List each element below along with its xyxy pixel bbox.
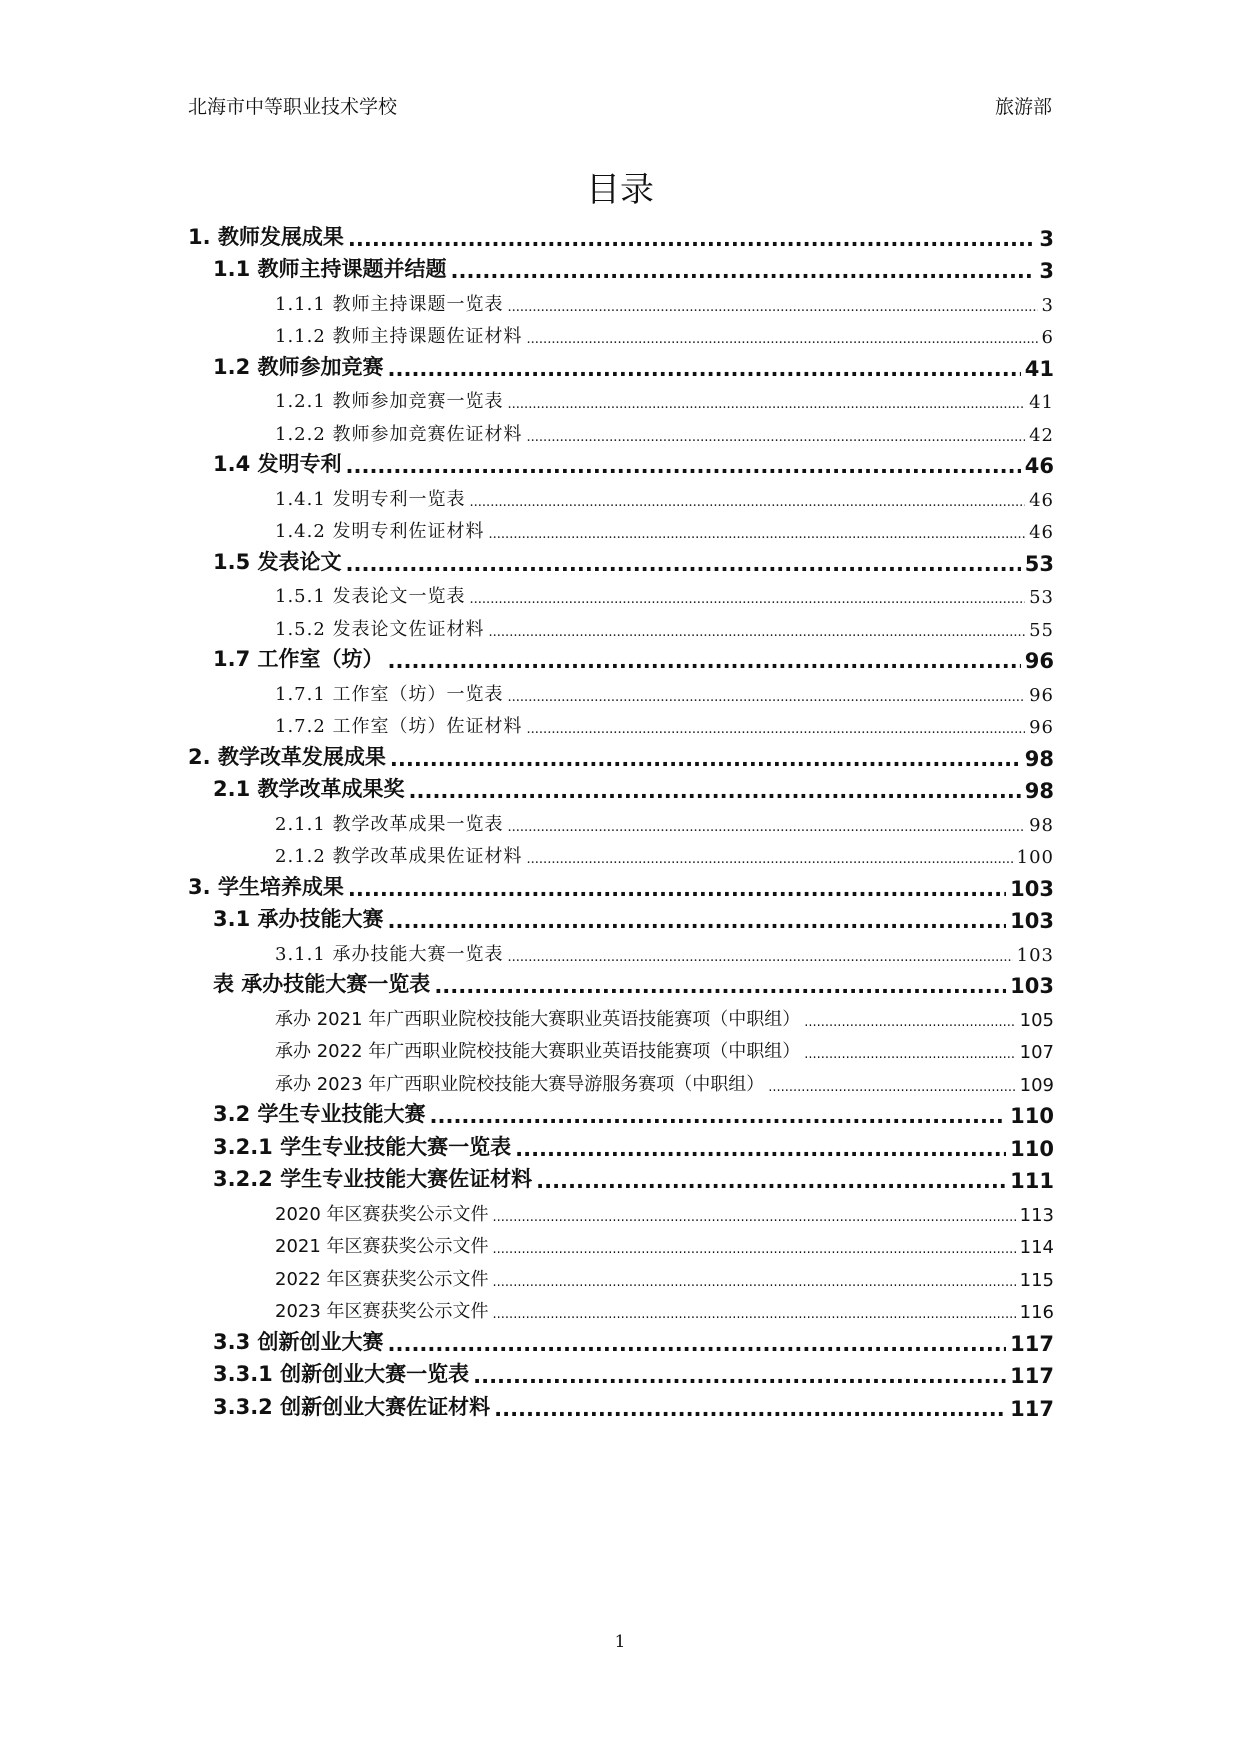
toc-entry-title: 1.2.2 教师参加竞赛佐证材料	[275, 423, 523, 445]
toc-entry-title: 1.7 工作室（坊）	[213, 647, 384, 671]
toc-entry-page-number: 117	[1010, 1396, 1054, 1421]
toc-dot-leader	[804, 1010, 1015, 1031]
toc-dot-leader	[489, 522, 1026, 543]
toc-entry[interactable]	[0, 1031, 1054, 1064]
toc-entry-title: 3.3.2 创新创业大赛佐证材料	[213, 1394, 491, 1419]
toc-entry-page-number: 98	[1024, 779, 1054, 803]
toc-entry-page-number: 96	[1029, 717, 1054, 738]
toc-entry-title: 承办 2021 年广西职业院校技能大赛职业英语技能赛项（中职组）	[275, 1008, 801, 1030]
toc-entry-page-number: 115	[1019, 1269, 1054, 1291]
toc-dot-leader	[527, 847, 1013, 868]
toc-dot-leader	[434, 974, 1006, 998]
toc-dot-leader	[508, 815, 1026, 836]
toc-entry-title: 2020 年区赛获奖公示文件	[275, 1203, 489, 1225]
toc-entry-title: 2. 教学改革发展成果	[188, 744, 386, 769]
toc-entry[interactable]	[0, 511, 1054, 544]
toc-entry-title: 3.3 创新创业大赛	[213, 1329, 384, 1354]
toc-entry-title: 2021 年区赛获奖公示文件	[275, 1236, 489, 1257]
toc-entry-page-number: 42	[1029, 424, 1054, 446]
toc-entry-page-number: 53	[1029, 587, 1054, 608]
toc-entry-page-number: 105	[1019, 1009, 1054, 1031]
toc-dot-leader	[508, 392, 1026, 413]
toc-entry[interactable]	[0, 836, 1054, 869]
toc-dot-leader	[470, 490, 1026, 511]
toc-entry[interactable]	[0, 283, 1054, 316]
toc-entry-title: 1.5 发表论文	[213, 549, 342, 574]
toc-entry[interactable]	[0, 478, 1054, 511]
toc-entry[interactable]	[0, 868, 1054, 901]
toc-dot-leader	[489, 620, 1026, 641]
toc-entry-title: 1.1.1 教师主持课题一览表	[275, 293, 504, 315]
table-of-contents	[0, 218, 1240, 1421]
toc-entry[interactable]	[0, 1063, 1054, 1096]
toc-entry-page-number: 3	[1041, 294, 1054, 316]
toc-dot-leader	[388, 1332, 1007, 1356]
toc-dot-leader	[348, 877, 1006, 901]
toc-entry-page-number: 103	[1010, 909, 1054, 933]
toc-entry[interactable]	[0, 1226, 1054, 1259]
toc-dot-leader	[508, 685, 1026, 706]
toc-entry-page-number: 46	[1029, 522, 1054, 543]
toc-entry-page-number: 41	[1024, 356, 1054, 381]
toc-dot-leader	[451, 259, 1036, 283]
toc-dot-leader	[348, 227, 1035, 251]
toc-dot-leader	[527, 425, 1026, 446]
toc-entry-page-number: 53	[1024, 551, 1054, 576]
toc-entry-title: 1.1 教师主持课题并结题	[213, 257, 447, 281]
toc-entry[interactable]	[0, 348, 1054, 381]
toc-entry[interactable]	[0, 933, 1054, 966]
toc-entry[interactable]	[0, 543, 1054, 576]
toc-entry-page-number: 103	[1010, 876, 1054, 901]
toc-entry[interactable]	[0, 381, 1054, 414]
toc-entry-page-number: 110	[1010, 1136, 1054, 1161]
toc-entry-title: 2.1.1 教学改革成果一览表	[275, 813, 504, 835]
toc-dot-leader	[390, 747, 1021, 771]
toc-entry[interactable]	[0, 1356, 1054, 1389]
toc-entry-page-number: 46	[1024, 454, 1054, 478]
toc-dot-leader	[493, 1237, 1016, 1258]
toc-entry[interactable]	[0, 966, 1054, 999]
toc-entry-title: 3. 学生培养成果	[188, 874, 344, 899]
toc-dot-leader	[527, 717, 1026, 738]
toc-dot-leader	[515, 1137, 1006, 1161]
toc-entry[interactable]	[0, 316, 1054, 349]
toc-entry-title: 1.4 发明专利	[213, 452, 342, 476]
toc-entry[interactable]	[0, 1258, 1054, 1291]
toc-entry-page-number: 96	[1024, 649, 1054, 673]
toc-dot-leader	[494, 1397, 1006, 1421]
toc-entry[interactable]	[0, 1388, 1054, 1421]
toc-dot-leader	[409, 779, 1021, 803]
toc-entry-title: 表 承办技能大赛一览表	[213, 972, 431, 996]
toc-entry[interactable]	[0, 641, 1054, 674]
toc-entry-title: 3.1.1 承办技能大赛一览表	[275, 943, 504, 965]
toc-dot-leader	[536, 1169, 1006, 1193]
toc-dot-leader	[346, 454, 1021, 478]
toc-dot-leader	[508, 295, 1038, 316]
toc-entry-page-number: 114	[1019, 1237, 1054, 1258]
toc-entry-title: 3.2.1 学生专业技能大赛一览表	[213, 1134, 512, 1159]
header-school-name: 北海市中等职业技术学校	[188, 96, 398, 118]
toc-entry-page-number: 41	[1029, 392, 1054, 413]
toc-dot-leader	[473, 1364, 1006, 1388]
toc-entry-page-number: 109	[1019, 1074, 1054, 1096]
toc-entry-page-number: 111	[1010, 1169, 1054, 1193]
toc-entry-title: 2022 年区赛获奖公示文件	[275, 1268, 489, 1290]
toc-entry[interactable]	[0, 1161, 1054, 1194]
toc-entry[interactable]	[0, 803, 1054, 836]
toc-entry[interactable]	[0, 673, 1054, 706]
toc-entry-title: 3.2 学生专业技能大赛	[213, 1102, 426, 1126]
toc-entry-page-number: 117	[1010, 1364, 1054, 1388]
toc-entry-page-number: 3	[1039, 259, 1054, 283]
toc-entry[interactable]	[0, 901, 1054, 934]
toc-entry[interactable]	[0, 1291, 1054, 1324]
toc-entry-title: 承办 2022 年广西职业院校技能大赛职业英语技能赛项（中职组）	[275, 1041, 801, 1062]
toc-entry[interactable]	[0, 998, 1054, 1031]
toc-dot-leader	[493, 1270, 1016, 1291]
toc-entry-title: 2.1.2 教学改革成果佐证材料	[275, 846, 523, 867]
toc-entry[interactable]	[0, 1128, 1054, 1161]
toc-entry-title: 1.1.2 教师主持课题佐证材料	[275, 326, 523, 347]
toc-entry[interactable]	[0, 218, 1054, 251]
toc-entry-title: 1.4.2 发明专利佐证材料	[275, 521, 485, 542]
header-department: 旅游部	[994, 96, 1052, 118]
toc-entry[interactable]	[0, 1096, 1054, 1129]
toc-entry[interactable]	[0, 446, 1054, 479]
toc-entry-title: 承办 2023 年广西职业院校技能大赛导游服务赛项（中职组）	[275, 1073, 765, 1095]
toc-entry[interactable]	[0, 771, 1054, 804]
toc-entry-page-number: 117	[1010, 1331, 1054, 1356]
page-title: 目录	[586, 170, 654, 210]
toc-entry-title: 1.7.2 工作室（坊）佐证材料	[275, 716, 523, 737]
toc-entry-title: 1.2 教师参加竞赛	[213, 354, 384, 379]
toc-entry-page-number: 110	[1010, 1104, 1054, 1128]
toc-entry-page-number: 116	[1019, 1302, 1054, 1323]
toc-dot-leader	[804, 1042, 1015, 1063]
toc-dot-leader	[388, 357, 1021, 381]
toc-entry[interactable]	[0, 738, 1054, 771]
toc-entry-title: 3.1 承办技能大赛	[213, 907, 384, 931]
toc-entry[interactable]	[0, 706, 1054, 739]
toc-entry-page-number: 6	[1041, 327, 1054, 348]
toc-entry[interactable]	[0, 1323, 1054, 1356]
toc-dot-leader	[430, 1104, 1007, 1128]
toc-entry-page-number: 98	[1024, 746, 1054, 771]
toc-entry-title: 1. 教师发展成果	[188, 224, 344, 249]
toc-entry-page-number: 103	[1016, 944, 1054, 966]
toc-dot-leader	[768, 1075, 1015, 1096]
toc-entry-page-number: 98	[1029, 814, 1054, 836]
toc-dot-leader	[470, 587, 1026, 608]
toc-entry-page-number: 103	[1010, 974, 1054, 998]
toc-entry-page-number: 96	[1029, 684, 1054, 706]
toc-dot-leader	[388, 909, 1007, 933]
toc-dot-leader	[527, 327, 1038, 348]
toc-entry-page-number: 55	[1029, 619, 1054, 641]
toc-entry-page-number: 107	[1019, 1042, 1054, 1063]
toc-entry[interactable]	[0, 251, 1054, 284]
toc-entry-title: 1.5.2 发表论文佐证材料	[275, 618, 485, 640]
toc-entry-title: 1.5.1 发表论文一览表	[275, 586, 466, 607]
toc-dot-leader	[388, 649, 1021, 673]
toc-dot-leader	[493, 1205, 1016, 1226]
toc-entry[interactable]	[0, 413, 1054, 446]
toc-entry-title: 2.1 教学改革成果奖	[213, 777, 405, 801]
toc-dot-leader	[508, 945, 1013, 966]
toc-entry-page-number: 46	[1029, 489, 1054, 511]
toc-dot-leader	[493, 1302, 1016, 1323]
toc-entry[interactable]	[0, 576, 1054, 609]
toc-entry-title: 1.7.1 工作室（坊）一览表	[275, 683, 504, 705]
toc-entry-page-number: 100	[1016, 847, 1054, 868]
toc-entry-page-number: 113	[1019, 1204, 1054, 1226]
toc-dot-leader	[346, 552, 1021, 576]
toc-entry[interactable]	[0, 1193, 1054, 1226]
toc-entry[interactable]	[0, 608, 1054, 641]
toc-entry-title: 1.4.1 发明专利一览表	[275, 488, 466, 510]
toc-entry-page-number: 3	[1039, 226, 1054, 251]
toc-entry-title: 3.3.1 创新创业大赛一览表	[213, 1362, 470, 1386]
toc-entry-title: 2023 年区赛获奖公示文件	[275, 1301, 489, 1322]
toc-entry-title: 3.2.2 学生专业技能大赛佐证材料	[213, 1167, 533, 1191]
toc-entry-title: 1.2.1 教师参加竞赛一览表	[275, 391, 504, 412]
page-number: 1	[614, 1632, 626, 1652]
